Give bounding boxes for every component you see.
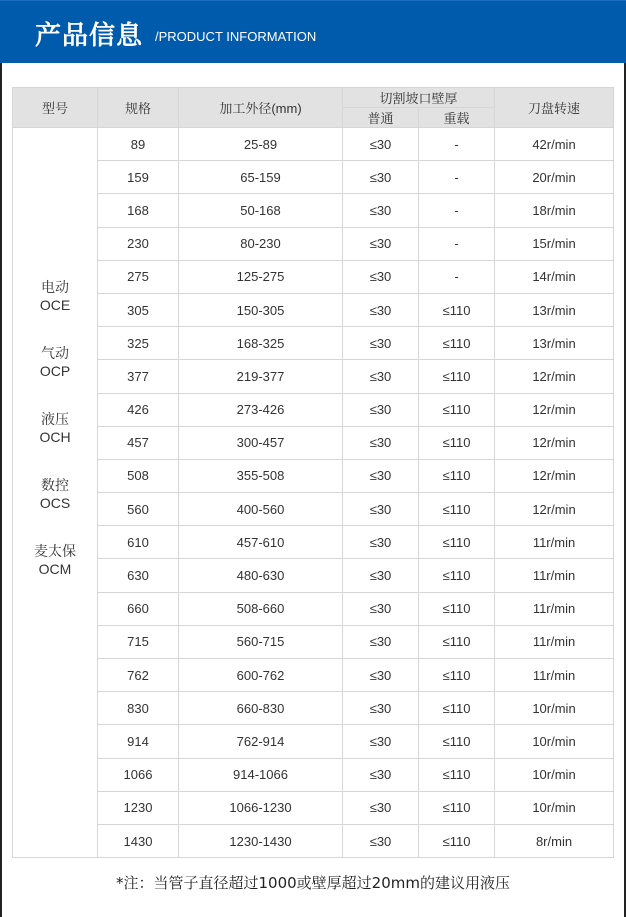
frame-left-border [0, 0, 2, 917]
wall-heavy-cell: ≤110 [419, 725, 495, 758]
wall-normal-cell: ≤30 [343, 559, 419, 592]
wall-heavy-cell: - [419, 161, 495, 194]
outer-diameter-cell: 600-762 [179, 659, 343, 692]
wall-heavy-cell: ≤110 [419, 659, 495, 692]
speed-cell: 10r/min [495, 692, 614, 725]
table-row [13, 227, 614, 260]
table-row [13, 293, 614, 326]
outer-diameter-cell: 457-610 [179, 526, 343, 559]
model-group [13, 344, 97, 380]
outer-diameter-cell: 480-630 [179, 559, 343, 592]
spec-cell: 275 [98, 260, 179, 293]
wall-normal-cell: ≤30 [343, 758, 419, 791]
wall-normal-cell: ≤30 [343, 526, 419, 559]
spec-cell: 715 [98, 625, 179, 658]
wall-heavy-cell: ≤110 [419, 426, 495, 459]
spec-cell: 325 [98, 327, 179, 360]
wall-heavy-cell: - [419, 128, 495, 161]
model-code: OCP [39, 363, 71, 379]
spec-cell: 560 [98, 493, 179, 526]
model-group [13, 542, 97, 578]
model-name: 气动 [41, 345, 69, 361]
wall-normal-cell: ≤30 [343, 227, 419, 260]
spec-cell: 914 [98, 725, 179, 758]
wall-heavy-cell: ≤110 [419, 758, 495, 791]
table-row [13, 128, 614, 161]
speed-cell: 42r/min [495, 128, 614, 161]
table-row [13, 659, 614, 692]
spec-cell: 457 [98, 426, 179, 459]
model-name: 电动 [41, 279, 69, 295]
model-group [13, 476, 97, 512]
column-header-spec: 规格 [98, 88, 179, 128]
wall-normal-cell: ≤30 [343, 659, 419, 692]
table-row [13, 791, 614, 824]
wall-normal-cell: ≤30 [343, 426, 419, 459]
model-code: OCS [39, 495, 71, 511]
speed-cell: 18r/min [495, 194, 614, 227]
outer-diameter-cell: 273-426 [179, 393, 343, 426]
wall-normal-cell: ≤30 [343, 824, 419, 857]
outer-diameter-cell: 400-560 [179, 493, 343, 526]
table-row [13, 260, 614, 293]
wall-heavy-cell: ≤110 [419, 360, 495, 393]
model-name: 麦太保 [34, 543, 76, 559]
speed-cell: 12r/min [495, 459, 614, 492]
wall-normal-cell: ≤30 [343, 459, 419, 492]
outer-diameter-cell: 560-715 [179, 625, 343, 658]
outer-diameter-cell: 914-1066 [179, 758, 343, 791]
outer-diameter-cell: 1066-1230 [179, 791, 343, 824]
table-row [13, 459, 614, 492]
speed-cell: 10r/min [495, 758, 614, 791]
column-header-speed: 刀盘转速 [495, 88, 614, 128]
table-row [13, 824, 614, 857]
spec-cell: 762 [98, 659, 179, 692]
wall-normal-cell: ≤30 [343, 293, 419, 326]
speed-cell: 11r/min [495, 625, 614, 658]
outer-diameter-cell: 150-305 [179, 293, 343, 326]
spec-cell: 1230 [98, 791, 179, 824]
spec-cell: 1430 [98, 824, 179, 857]
model-group [13, 410, 97, 446]
table-row [13, 559, 614, 592]
wall-heavy-cell: ≤110 [419, 327, 495, 360]
wall-normal-cell: ≤30 [343, 360, 419, 393]
spec-cell: 230 [98, 227, 179, 260]
wall-heavy-cell: ≤110 [419, 459, 495, 492]
table-row [13, 493, 614, 526]
wall-heavy-cell: ≤110 [419, 592, 495, 625]
wall-heavy-cell: - [419, 194, 495, 227]
outer-diameter-cell: 65-159 [179, 161, 343, 194]
table-row [13, 758, 614, 791]
spec-cell: 630 [98, 559, 179, 592]
outer-diameter-cell: 25-89 [179, 128, 343, 161]
speed-cell: 11r/min [495, 659, 614, 692]
spec-cell: 508 [98, 459, 179, 492]
table-row [13, 625, 614, 658]
spec-cell: 1066 [98, 758, 179, 791]
table-row [13, 161, 614, 194]
wall-normal-cell: ≤30 [343, 194, 419, 227]
product-spec-table [12, 87, 614, 858]
section-header [0, 0, 626, 63]
spec-cell: 660 [98, 592, 179, 625]
speed-cell: 11r/min [495, 526, 614, 559]
wall-heavy-cell: ≤110 [419, 824, 495, 857]
speed-cell: 10r/min [495, 725, 614, 758]
outer-diameter-cell: 125-275 [179, 260, 343, 293]
spec-cell: 159 [98, 161, 179, 194]
speed-cell: 13r/min [495, 327, 614, 360]
outer-diameter-cell: 508-660 [179, 592, 343, 625]
model-group [13, 278, 97, 314]
column-header-wall-normal: 普通 [343, 108, 419, 128]
wall-heavy-cell: ≤110 [419, 493, 495, 526]
table-row [13, 426, 614, 459]
speed-cell: 10r/min [495, 791, 614, 824]
wall-normal-cell: ≤30 [343, 393, 419, 426]
table-row [13, 592, 614, 625]
speed-cell: 14r/min [495, 260, 614, 293]
spec-cell: 830 [98, 692, 179, 725]
outer-diameter-cell: 355-508 [179, 459, 343, 492]
model-cell [13, 128, 98, 858]
column-header-outer-diameter: 加工外径(mm) [179, 88, 343, 128]
wall-normal-cell: ≤30 [343, 327, 419, 360]
table-row [13, 393, 614, 426]
wall-normal-cell: ≤30 [343, 692, 419, 725]
wall-normal-cell: ≤30 [343, 161, 419, 194]
outer-diameter-cell: 168-325 [179, 327, 343, 360]
section-subtitle: /PRODUCT INFORMATION [155, 29, 317, 44]
model-name: 数控 [41, 477, 69, 493]
spec-cell: 377 [98, 360, 179, 393]
model-code: OCM [38, 561, 72, 577]
outer-diameter-cell: 80-230 [179, 227, 343, 260]
table-row [13, 360, 614, 393]
wall-normal-cell: ≤30 [343, 260, 419, 293]
speed-cell: 15r/min [495, 227, 614, 260]
spec-cell: 89 [98, 128, 179, 161]
wall-normal-cell: ≤30 [343, 493, 419, 526]
table-body [13, 128, 614, 858]
wall-normal-cell: ≤30 [343, 791, 419, 824]
wall-heavy-cell: ≤110 [419, 526, 495, 559]
speed-cell: 13r/min [495, 293, 614, 326]
wall-heavy-cell: ≤110 [419, 393, 495, 426]
table-row [13, 327, 614, 360]
spec-cell: 305 [98, 293, 179, 326]
speed-cell: 8r/min [495, 824, 614, 857]
wall-normal-cell: ≤30 [343, 128, 419, 161]
model-name: 液压 [41, 411, 69, 427]
spec-cell: 610 [98, 526, 179, 559]
wall-heavy-cell: ≤110 [419, 293, 495, 326]
table-row [13, 194, 614, 227]
speed-cell: 11r/min [495, 592, 614, 625]
section-title: 产品信息 [35, 21, 144, 51]
wall-heavy-cell: ≤110 [419, 692, 495, 725]
speed-cell: 11r/min [495, 559, 614, 592]
spec-cell: 426 [98, 393, 179, 426]
column-header-wall-thickness: 切割坡口壁厚 [343, 88, 495, 108]
speed-cell: 12r/min [495, 426, 614, 459]
table-row [13, 526, 614, 559]
table-row [13, 725, 614, 758]
wall-heavy-cell: ≤110 [419, 559, 495, 592]
wall-normal-cell: ≤30 [343, 592, 419, 625]
wall-heavy-cell: ≤110 [419, 791, 495, 824]
outer-diameter-cell: 50-168 [179, 194, 343, 227]
wall-normal-cell: ≤30 [343, 725, 419, 758]
wall-heavy-cell: - [419, 227, 495, 260]
speed-cell: 12r/min [495, 360, 614, 393]
column-header-model: 型号 [13, 88, 98, 128]
wall-normal-cell: ≤30 [343, 625, 419, 658]
wall-heavy-cell: ≤110 [419, 625, 495, 658]
column-header-wall-heavy: 重载 [419, 108, 495, 128]
speed-cell: 12r/min [495, 493, 614, 526]
model-code: OCE [39, 297, 71, 313]
spec-cell: 168 [98, 194, 179, 227]
outer-diameter-cell: 660-830 [179, 692, 343, 725]
table-row [13, 692, 614, 725]
outer-diameter-cell: 1230-1430 [179, 824, 343, 857]
outer-diameter-cell: 219-377 [179, 360, 343, 393]
outer-diameter-cell: 762-914 [179, 725, 343, 758]
model-code: OCH [39, 429, 71, 445]
wall-heavy-cell: - [419, 260, 495, 293]
footnote: *注：当管子直径超过1000或壁厚超过20mm的建议用液压 [116, 874, 510, 892]
outer-diameter-cell: 300-457 [179, 426, 343, 459]
speed-cell: 12r/min [495, 393, 614, 426]
speed-cell: 20r/min [495, 161, 614, 194]
